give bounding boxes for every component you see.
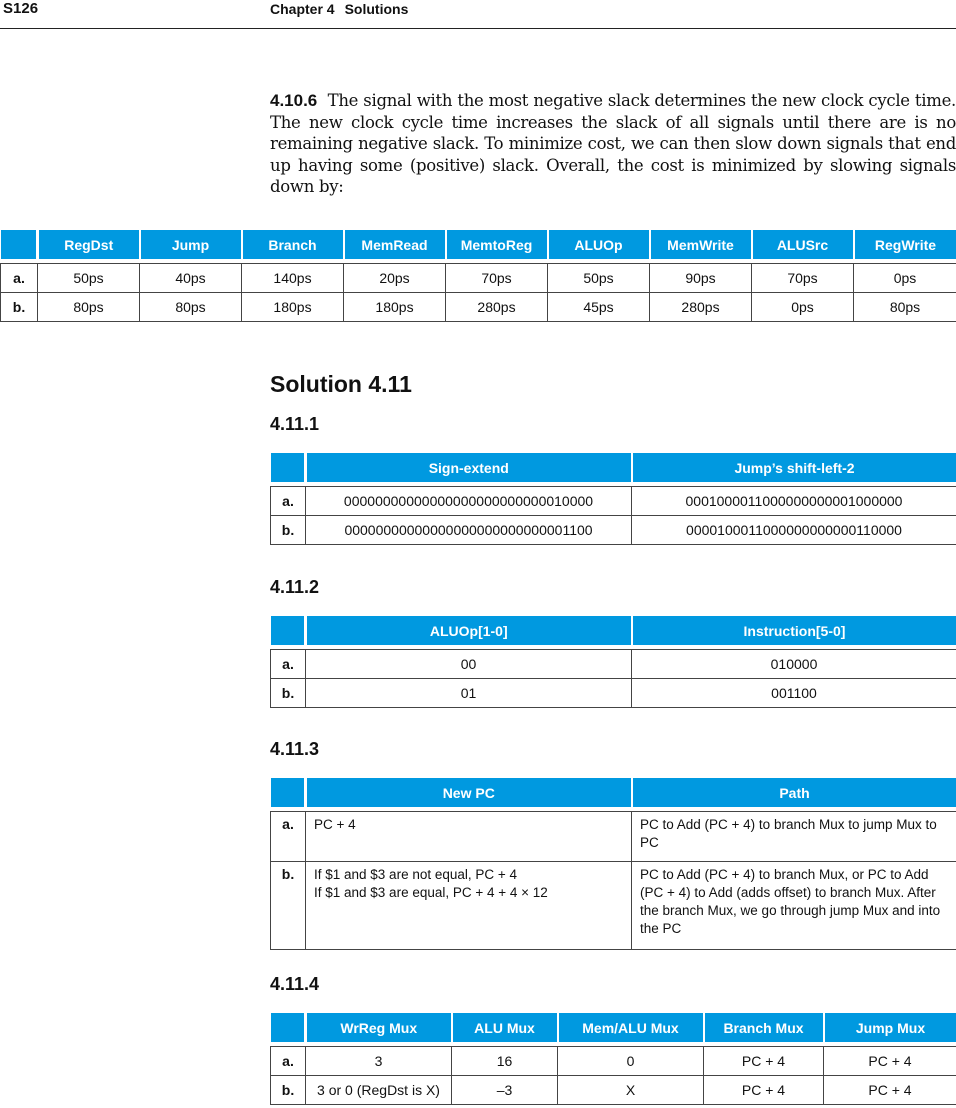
table-cell: PC + 4 (306, 812, 632, 862)
table-cell: 70ps (446, 264, 548, 293)
table-cell: PC + 4 (824, 1076, 956, 1105)
table-cell: 45ps (548, 293, 650, 322)
table-4-11-4 (270, 1013, 956, 1105)
paragraph-label: 4.10.6 (270, 91, 318, 110)
table-row (271, 516, 956, 545)
table-cell: PC + 4 (704, 1076, 824, 1105)
column-header: Path (632, 778, 956, 807)
table-cell: 0ps (752, 293, 854, 322)
table-cell: 3 (306, 1047, 452, 1076)
table-cell: PC + 4 (704, 1047, 824, 1076)
table-cell: 280ps (650, 293, 752, 322)
column-header: ALU Mux (452, 1013, 558, 1042)
table-cell: –3 (452, 1076, 558, 1105)
table-header-row (271, 778, 956, 807)
header-corner (271, 778, 306, 807)
table-row (271, 812, 956, 862)
column-header: MemRead (344, 230, 446, 259)
header-corner (271, 616, 306, 645)
table-cell: 00 (306, 650, 632, 679)
chapter-label: Chapter 4 (270, 1, 335, 17)
column-header: Sign-extend (306, 453, 632, 482)
table-cell: 0ps (854, 264, 956, 293)
table-header-row (271, 616, 956, 645)
table-header-row (271, 1013, 956, 1042)
column-header: MemWrite (650, 230, 752, 259)
column-header: ALUOp (548, 230, 650, 259)
table-cell: 80ps (38, 293, 140, 322)
row-label: a. (271, 1047, 306, 1076)
solution-title: Solution 4.11 (270, 371, 412, 397)
table-row (271, 1076, 956, 1105)
row-label: b. (271, 516, 306, 545)
row-label: b. (271, 679, 306, 708)
row-label: a. (271, 487, 306, 516)
section-title-4-11-4: 4.11.4 (270, 974, 320, 994)
table-cell: 70ps (752, 264, 854, 293)
table-cell: 3 or 0 (RegDst is X) (306, 1076, 452, 1105)
table-4-11-3 (270, 778, 956, 950)
table-cell: PC to Add (PC + 4) to branch Mux, or PC to Add (PC + 4) to Add (adds offset) to branch Mux. After the branch Mux, we go through jump Mux and into the PC (632, 862, 956, 950)
page-header (0, 0, 956, 29)
table-row (271, 679, 956, 708)
header-corner (271, 453, 306, 482)
table-row (271, 1047, 956, 1076)
table-cell: 20ps (344, 264, 446, 293)
column-header: Branch Mux (704, 1013, 824, 1042)
column-header: Branch (242, 230, 344, 259)
table-cell: 80ps (140, 293, 242, 322)
table-cell: X (558, 1076, 704, 1105)
column-header: New PC (306, 778, 632, 807)
table-cell: 0 (558, 1047, 704, 1076)
header-corner (271, 1013, 306, 1042)
column-header: RegDst (38, 230, 140, 259)
table-header-row (1, 230, 956, 259)
column-header: WrReg Mux (306, 1013, 452, 1042)
column-header: Jump’s shift-left-2 (632, 453, 956, 482)
table-cell: 280ps (446, 293, 548, 322)
table-cell: 010000 (632, 650, 956, 679)
table-cell: 180ps (344, 293, 446, 322)
section-title-4-11-1: 4.11.1 (270, 414, 320, 434)
header-corner (1, 230, 38, 259)
table-cell: 80ps (854, 293, 956, 322)
table-cell: 50ps (38, 264, 140, 293)
table-4-11-2 (270, 616, 956, 708)
row-label: b. (1, 293, 38, 322)
table-cell: If $1 and $3 are not equal, PC + 4 If $1 and $3 are equal, PC + 4 + 4 × 12 (306, 862, 632, 950)
column-header: Mem/ALU Mux (558, 1013, 704, 1042)
column-header: MemtoReg (446, 230, 548, 259)
table-cell: 140ps (242, 264, 344, 293)
table-cell: 16 (452, 1047, 558, 1076)
table-cell: 01 (306, 679, 632, 708)
table-cell: 0001000011000000000001000000 (632, 487, 956, 516)
paragraph-4-10-6 (270, 90, 956, 198)
table-cell: 180ps (242, 293, 344, 322)
row-label: a. (1, 264, 38, 293)
table-cell: 50ps (548, 264, 650, 293)
column-header: Jump Mux (824, 1013, 956, 1042)
table-cell: 40ps (140, 264, 242, 293)
table-cell: PC to Add (PC + 4) to branch Mux to jump Mux to PC (632, 812, 956, 862)
column-header: Instruction[5-0] (632, 616, 956, 645)
table-row (1, 264, 956, 293)
table-row (271, 650, 956, 679)
column-header: ALUSrc (752, 230, 854, 259)
page-number: S126 (3, 0, 39, 17)
table-cell: 00000000000000000000000000010000 (306, 487, 632, 516)
table-cell: 0000100011000000000000110000 (632, 516, 956, 545)
column-header: RegWrite (854, 230, 956, 259)
running-head (270, 1, 408, 17)
table-cell: PC + 4 (824, 1047, 956, 1076)
column-header: Jump (140, 230, 242, 259)
table-cell: 001100 (632, 679, 956, 708)
column-header: ALUOp[1-0] (306, 616, 632, 645)
slack-table (0, 230, 956, 322)
section-label: Solutions (344, 1, 409, 17)
row-label: b. (271, 1076, 306, 1105)
table-row (271, 862, 956, 950)
table-cell: 00000000000000000000000000001100 (306, 516, 632, 545)
section-title-4-11-3: 4.11.3 (270, 739, 320, 759)
table-row (1, 293, 956, 322)
section-title-4-11-2: 4.11.2 (270, 577, 320, 597)
paragraph-text: The signal with the most negative slack determines the new clock cycle time. The new clock cycle time increases the slack of all signals until there are is no remaining negative slack. To minimize cost, we can then slow down signals that end up having some (positive) slack. Overall, the cost is minimized by slowing signals down by: (270, 91, 956, 196)
row-label: b. (271, 862, 306, 950)
table-header-row (271, 453, 956, 482)
table-4-11-1 (270, 453, 956, 545)
row-label: a. (271, 812, 306, 862)
table-cell: 90ps (650, 264, 752, 293)
row-label: a. (271, 650, 306, 679)
table-row (271, 487, 956, 516)
